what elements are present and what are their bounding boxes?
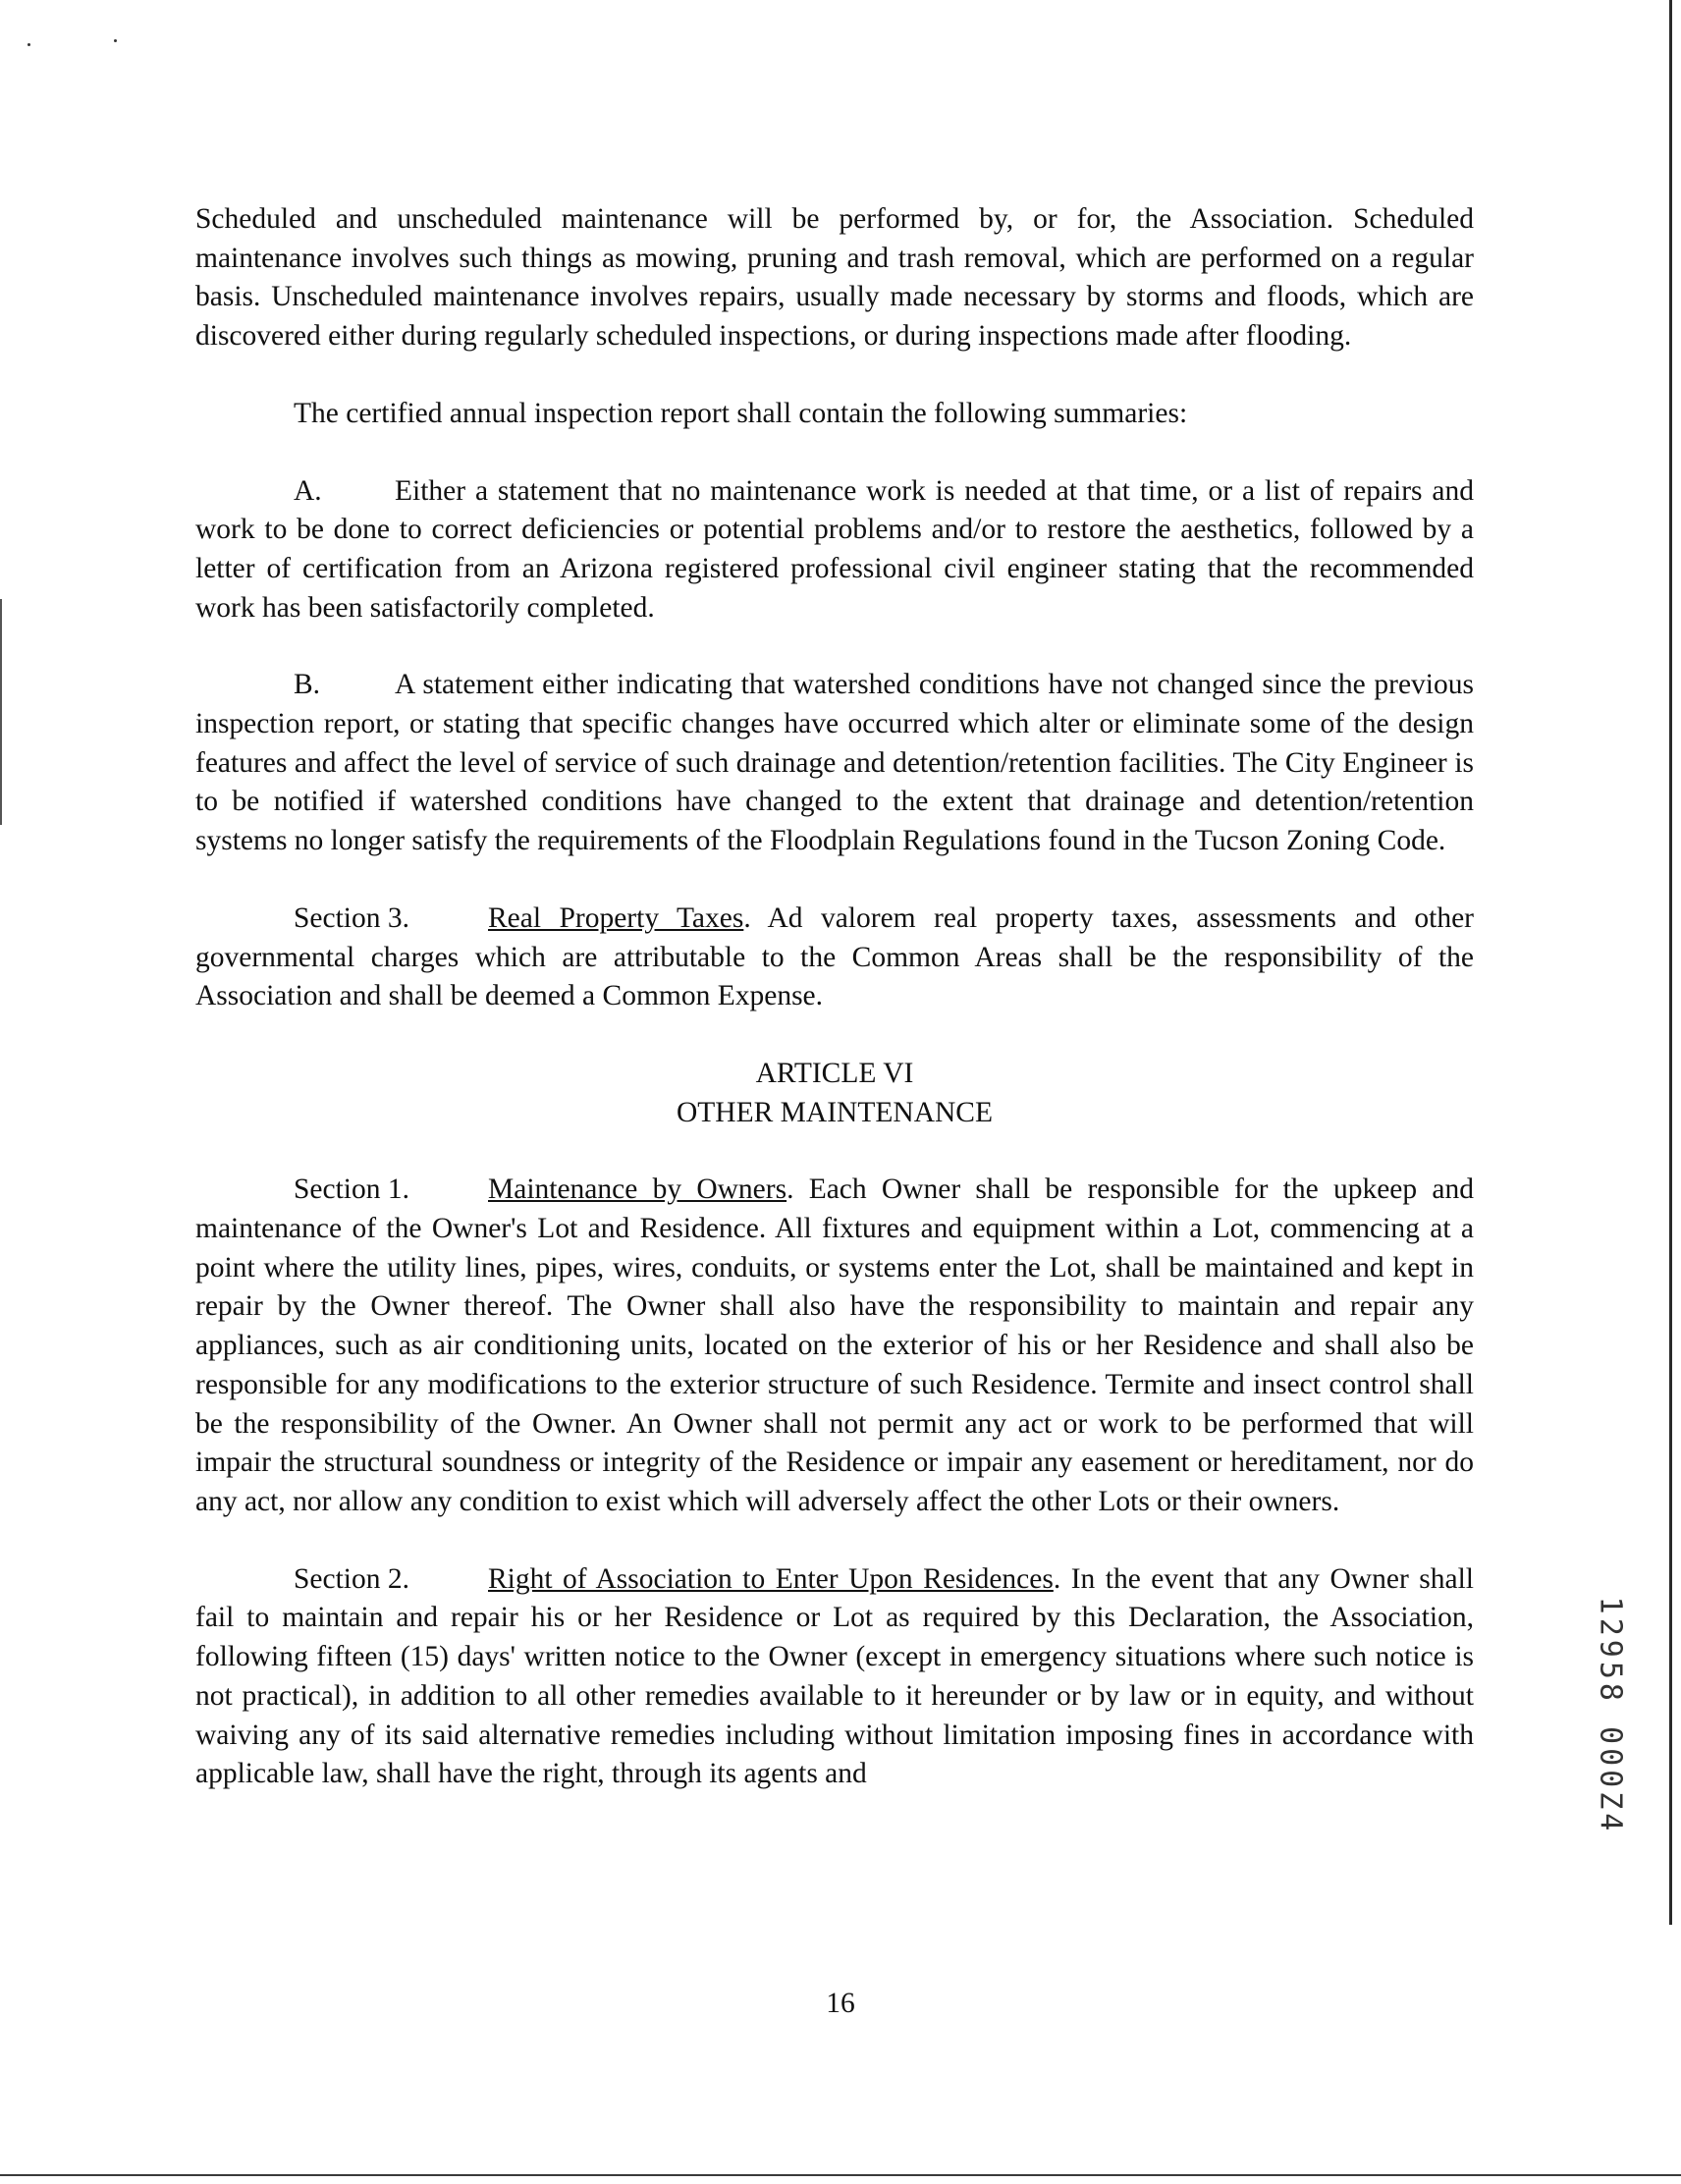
body-text (195, 200, 1474, 1832)
scan-edge-bottom (0, 2174, 1681, 2176)
section-2-label: Section 2. (294, 1562, 409, 1595)
article-heading (195, 1055, 1474, 1132)
section-2 (195, 1560, 1474, 1794)
section-3 (195, 900, 1474, 1016)
item-b (195, 666, 1474, 861)
section-1-title: Maintenance by Owners (488, 1174, 787, 1206)
paragraph-maintenance: Scheduled and unscheduled maintenance will be performed by, or for, the Association. Scheduled maintenance involves such things as mowing, pruning and trash removal, which are performed on a regular basis. Unscheduled maintenance involves repairs, usually made necessary by storms and floods, which are discovered either during regularly scheduled inspections, or during inspections made after flooding. (195, 203, 1474, 353)
scan-edge-left (0, 599, 2, 825)
page-number: 16 (826, 1988, 855, 2019)
article-title: OTHER MAINTENANCE (676, 1096, 993, 1128)
article-number: ARTICLE VI (755, 1057, 914, 1089)
section-3-text: . Ad valorem real property taxes, assessments and other governmental charges which are attributable to the Common Areas shall be the responsibility of the Association and shall be deemed a Common Expense. (195, 901, 1474, 1012)
section-3-title: Real Property Taxes (488, 901, 744, 934)
scan-edge-right (1669, 0, 1672, 1925)
scan-speck (114, 39, 117, 42)
section-2-text: . In the event that any Owner shall fail to maintain and repair his or her Residence or Lot as required by this Declaration, the Association, following fifteen (15) days' written notice to the Owner (except in emergency situations where such notice is not practical), in addition to all other remedies available to it hereunder or by law or in equity, and without waiving any of its said alternative remedies including without limitation imposing fines in accordance with applicable law, shall have the right, through its agents and (195, 1562, 1474, 1790)
item-a-label: A. (294, 474, 322, 507)
item-a (195, 472, 1474, 628)
recording-stamp-text: 12958 000Z4 (1593, 1596, 1628, 1835)
section-1-text: . Each Owner shall be responsible for the upkeep and maintenance of the Owner's Lot and Residence. All fixtures and equipment within a Lot, commencing at a point where the utility lines, pipes, wires, conduits, or systems enter the Lot, shall be maintained and kept in repair by the Owner thereof. The Owner shall also have the responsibility to maintain and repair any appliances, such as air conditioning units, located on the exterior of his or her Residence and shall also be responsible for any modifications to the exterior structure of such Residence. Termite and insect control shall be the responsibility of the Owner. An Owner shall not permit any act or work to be performed that will impair the structural soundness or integrity of the Residence or impair any easement or hereditament, nor do any act, nor allow any condition to exist which will adversely affect the other Lots or their owners. (195, 1174, 1474, 1517)
item-a-text: Either a statement that no maintenance work is needed at that time, or a list of repairs and work to be done to correct deficiencies or potential problems and/or to restore the aesthetics, followed by a letter of certification from an Arizona registered professional civil engineer stating that the recommended work has been satisfactorily completed. (195, 474, 1474, 624)
scan-speck (27, 43, 30, 46)
section-1-label: Section 1. (294, 1174, 409, 1206)
section-2-title: Right of Association to Enter Upon Residences (488, 1562, 1054, 1595)
paragraph-inspection-report: The certified annual inspection report shall contain the following summaries: (294, 397, 1188, 429)
recording-stamp (1591, 1583, 1630, 1848)
section-3-label: Section 3. (294, 901, 409, 934)
section-1 (195, 1171, 1474, 1521)
item-b-label: B. (294, 669, 321, 701)
item-b-text: A statement either indicating that watershed conditions have not changed since the previous inspection report, or stating that specific changes have occurred which alter or eliminate some of the design features and affect the level of service of such drainage and detention/retention facilities. The City Engineer is to be notified if watershed conditions have changed to the extent that drainage and detention/retention systems no longer satisfy the requirements of the Floodplain Regulations found in the Tucson Zoning Code. (195, 669, 1474, 857)
